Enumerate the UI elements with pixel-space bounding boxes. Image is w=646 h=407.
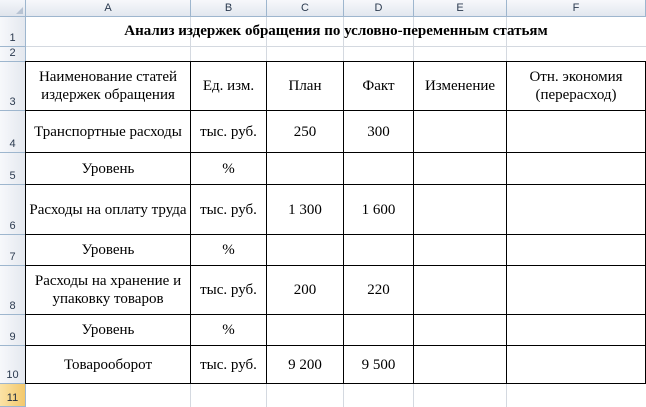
table-header-cell[interactable]: Отн. экономия (перерасход) [506,61,646,111]
row-header-8[interactable]: 8 [0,266,26,315]
column-header-e[interactable]: E [414,0,507,17]
table-cell-plan[interactable]: 9 200 [266,345,344,384]
table-cell-name[interactable]: Транспортные расходы [25,110,191,153]
column-header-b[interactable]: B [191,0,267,17]
table-cell-plan[interactable]: 250 [266,110,344,153]
table-cell-name[interactable]: Уровень [25,314,191,346]
table-cell-change[interactable] [413,265,507,315]
table-cell-unit[interactable]: % [190,234,267,266]
row-header-5[interactable]: 5 [0,153,26,185]
table-cell-unit[interactable]: тыс. руб. [190,265,267,315]
spreadsheet-grid[interactable] [26,17,646,407]
row-header-4[interactable]: 4 [0,111,26,153]
table-cell-unit[interactable]: % [190,314,267,346]
table-cell-economy[interactable] [506,234,646,266]
row-header-6[interactable]: 6 [0,185,26,235]
table-cell-fact[interactable]: 9 500 [343,345,414,384]
table-cell-change[interactable] [413,234,507,266]
table-cell-economy[interactable] [506,345,646,384]
table-cell-name[interactable]: Расходы на оплату труда [25,184,191,235]
table-cell-economy[interactable] [506,314,646,346]
column-header-c[interactable]: C [267,0,344,17]
table-cell-fact[interactable] [343,234,414,266]
table-cell-plan[interactable]: 200 [266,265,344,315]
row-header-2[interactable]: 2 [0,47,26,62]
table-cell-change[interactable] [413,110,507,153]
column-header-d[interactable]: D [344,0,414,17]
table-cell-fact[interactable]: 220 [343,265,414,315]
select-all-corner[interactable] [0,0,26,17]
table-cell-economy[interactable] [506,184,646,235]
table-header-cell[interactable]: Наименование статей издержек обращения [25,61,191,111]
row-header-7[interactable]: 7 [0,235,26,266]
row-header-1[interactable]: 1 [0,17,26,47]
table-cell-plan[interactable] [266,314,344,346]
table-cell-name[interactable]: Расходы на хранение и упаковку товаров [25,265,191,315]
gridline-horizontal [26,46,646,47]
table-cell-name[interactable]: Уровень [25,234,191,266]
table-cell-unit[interactable]: тыс. руб. [190,184,267,235]
table-header-cell[interactable]: Изменение [413,61,507,111]
table-header-cell[interactable]: План [266,61,344,111]
table-cell-fact[interactable] [343,152,414,185]
column-header-a[interactable]: A [26,0,191,17]
table-cell-economy[interactable] [506,152,646,185]
table-cell-unit[interactable]: тыс. руб. [190,110,267,153]
table-cell-plan[interactable]: 1 300 [266,184,344,235]
table-cell-change[interactable] [413,314,507,346]
table-cell-change[interactable] [413,345,507,384]
table-cell-plan[interactable] [266,234,344,266]
table-cell-name[interactable]: Товарооборот [25,345,191,384]
table-cell-plan[interactable] [266,152,344,185]
table-header-cell[interactable]: Факт [343,61,414,111]
row-header-10[interactable]: 10 [0,346,26,384]
row-header-3[interactable]: 3 [0,62,26,111]
column-header-f[interactable]: F [507,0,646,17]
table-cell-unit[interactable]: тыс. руб. [190,345,267,384]
sheet-title: Анализ издержек обращения по условно-переменным статьям [124,23,548,39]
table-cell-name[interactable]: Уровень [25,152,191,185]
table-cell-change[interactable] [413,152,507,185]
row-header-11[interactable]: 11 [0,384,26,407]
row-header-9[interactable]: 9 [0,315,26,346]
table-header-cell[interactable]: Ед. изм. [190,61,267,111]
table-cell-fact[interactable]: 300 [343,110,414,153]
table-cell-fact[interactable]: 1 600 [343,184,414,235]
table-cell-unit[interactable]: % [190,152,267,185]
table-cell-economy[interactable] [506,110,646,153]
table-cell-change[interactable] [413,184,507,235]
table-cell-economy[interactable] [506,265,646,315]
table-cell-fact[interactable] [343,314,414,346]
